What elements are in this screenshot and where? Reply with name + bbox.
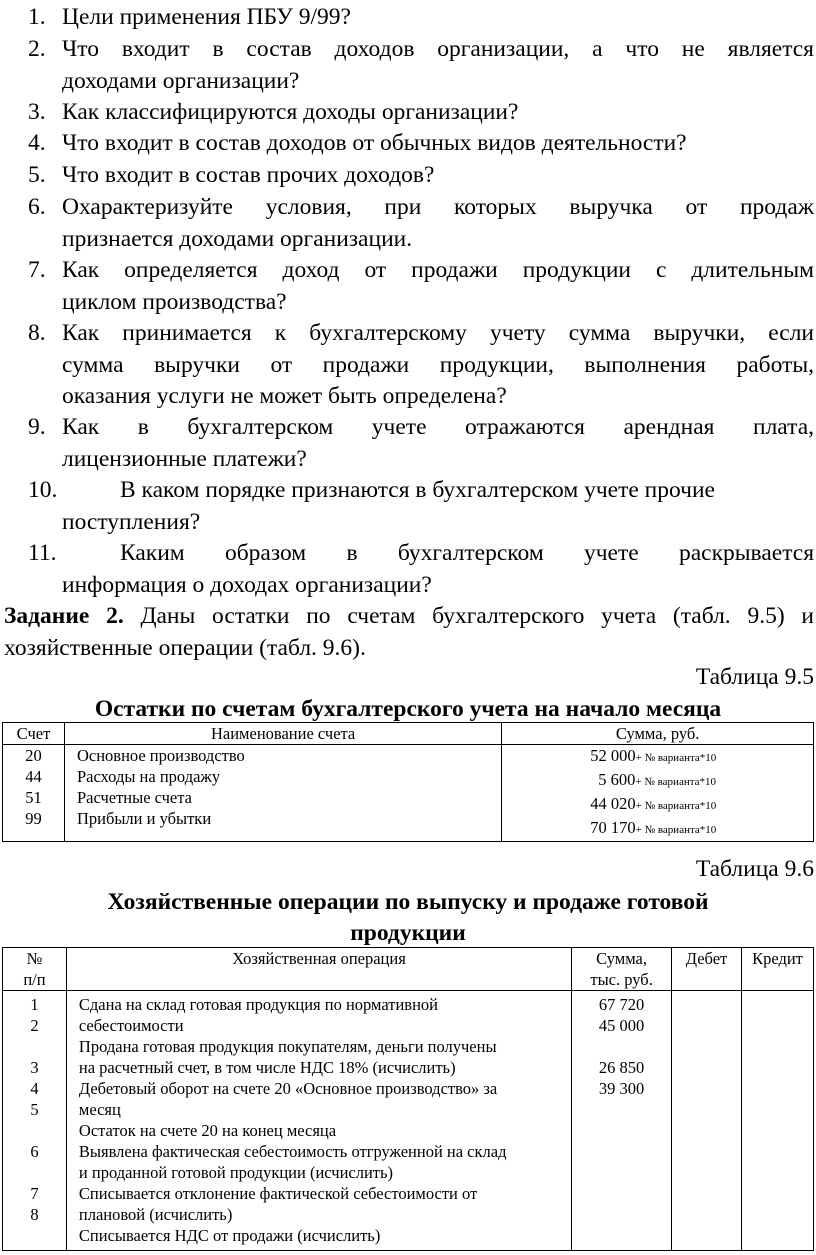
table1-account: 44: [25, 767, 42, 786]
table1-sum-line: [590, 793, 810, 817]
table2-sums-cell: [572, 991, 672, 1251]
operation-text-line: Сдана на склад готовая продукция по нормативной: [78, 995, 438, 1014]
operation-number: [6, 1225, 63, 1246]
table1-account-name: Прибыли и убытки: [76, 809, 212, 828]
question-text: Что входит в состав доходов от обычных видов деятельности?: [62, 130, 687, 156]
question-number: 10.: [28, 477, 58, 503]
table2-header-credit: Кредит: [742, 948, 814, 991]
operation-sum: [575, 1141, 668, 1162]
task-paragraph: [4, 601, 814, 664]
table1-header-sum: Сумма, руб.: [502, 723, 814, 745]
table1-sum-line: [590, 817, 810, 841]
operation-number: 3: [30, 1058, 39, 1077]
operation-text-line: месяц: [78, 1100, 121, 1119]
operation-number: 2: [30, 1016, 39, 1035]
table2-header-operation: Хозяйственная операция: [66, 948, 571, 991]
table1-header-name: Наименование счета: [64, 723, 501, 745]
table2-header-sum: [572, 948, 672, 991]
operation-text-line: Дебетовый оборот на счете 20 «Основное производство» за: [78, 1079, 498, 1098]
operation-text-line: себестоимости: [78, 1016, 184, 1035]
question-number: 6.: [28, 194, 46, 220]
question-number: 9.: [28, 414, 46, 440]
operation-text-line: Списывается отклонение фактической себестоимости от: [78, 1184, 478, 1203]
table1-sum: 44 020: [590, 794, 636, 813]
question-text: Что входит в состав прочих доходов?: [62, 162, 435, 188]
question-text-line2: доходами организации?: [62, 67, 300, 94]
table2-header-row: [3, 948, 814, 991]
operation-sum: [575, 1204, 668, 1225]
table1-header-row: [3, 723, 814, 745]
operation-number: 1: [30, 995, 39, 1014]
operation-text-line: Списывается НДС от продажи (исчислить): [78, 1226, 381, 1245]
question-text-line2: информация о доходах организации?: [62, 571, 432, 598]
operation-number: 7: [30, 1184, 39, 1203]
question-number: 11.: [28, 540, 57, 566]
question-text: Как классифицируются доходы организации?: [62, 99, 519, 125]
question-number: 7.: [28, 257, 46, 283]
question-text-line1: Как определяется доход от продажи продукции с длительным: [62, 257, 814, 283]
question-text-line1: Как в бухгалтерском учете отражаются арендная плата,: [62, 414, 814, 440]
table1-body: [3, 745, 814, 842]
table2-ops-cell: [66, 991, 571, 1251]
task-text: Даны остатки по счетам бухгалтерского учета (табл. 9.5) и: [123, 603, 814, 629]
question-number: 8.: [28, 320, 46, 346]
table2-body: [3, 991, 814, 1251]
operation-number: [6, 1162, 63, 1183]
table2-header-num-line2: п/п: [23, 970, 46, 989]
task-line1: [4, 601, 814, 633]
table2-header-num: [3, 948, 67, 991]
question-text-line1: Охарактеризуйте условия, при которых выручка от продаж: [62, 194, 814, 220]
table1-account-name: Расходы на продажу: [76, 767, 221, 786]
table1-variant-note: + № варианта*10: [635, 776, 717, 788]
question-text-line2: циклом производства?: [62, 288, 287, 315]
table1-variant-note: + № варианта*10: [635, 824, 717, 836]
table1-sum-line: [590, 769, 810, 793]
question-text-line1: В каком порядке признаются в бухгалтерском учете прочие: [120, 477, 715, 503]
operation-sum: [575, 1036, 668, 1057]
operation-sum: 39 300: [598, 1079, 645, 1098]
table2-credit-cell: [742, 991, 814, 1251]
operation-sum: [575, 1162, 668, 1183]
table1-sums-cell: [502, 745, 814, 842]
operation-sum: 67 720: [598, 995, 645, 1014]
question-text-line2: поступления?: [62, 508, 201, 535]
question-text-line2: сумма выручки от продажи продукции, выполнения работы,: [62, 351, 814, 378]
question-text-line2: лицензионные платежи?: [62, 445, 307, 472]
operation-sum: [575, 1120, 668, 1141]
table1-accounts-cell: [3, 745, 65, 842]
task-line2: хозяйственные операции (табл. 9.6).: [4, 634, 366, 661]
table2-title: [0, 887, 816, 949]
table1-account: 99: [25, 809, 42, 828]
operation-number: 6: [30, 1142, 39, 1161]
table1-sum-line: [590, 745, 810, 769]
table1-account-name: Расчетные счета: [76, 788, 192, 807]
table1-header-account: Счет: [3, 723, 65, 745]
question-text-line1: Что входит в состав доходов организации, а что не является: [62, 36, 814, 62]
table1-sum: 5 600: [598, 770, 636, 789]
table1-account-name: Основное производство: [76, 746, 245, 765]
operation-text-line: на расчетный счет, в том числе НДС 18% (исчислить): [78, 1058, 456, 1077]
table2-title-line1: Хозяйственные операции по выпуску и продаже готовой: [107, 889, 709, 915]
question-number: 3.: [28, 99, 46, 125]
question-number: 2.: [28, 36, 46, 62]
question-number: 1.: [28, 4, 46, 30]
table1-sum: 70 170: [590, 818, 636, 837]
operation-sum: [575, 1225, 668, 1246]
table2-header-debit: Дебет: [672, 948, 742, 991]
question-text-line2: признается доходами организации.: [62, 225, 413, 252]
table1-caption: Таблица 9.5: [695, 664, 814, 690]
table2-header-sum-line2: тыс. руб.: [590, 970, 653, 989]
table2: [2, 947, 814, 1251]
table1-sum: 52 000: [590, 746, 636, 765]
table2-title-line2: продукции: [350, 920, 466, 946]
question-text-line3: оказания услуги не может быть определена?: [62, 383, 507, 409]
question-text: Цели применения ПБУ 9/99?: [62, 4, 351, 30]
operation-text-line: и проданной готовой продукции (исчислить): [78, 1163, 394, 1182]
table2-caption: Таблица 9.6: [695, 856, 814, 882]
question-number: 5.: [28, 162, 46, 188]
operation-number: [6, 1036, 63, 1057]
operation-sum: [575, 1099, 668, 1120]
table1: [2, 722, 814, 842]
operation-sum: 26 850: [598, 1058, 645, 1077]
table2-debit-cell: [672, 991, 742, 1251]
question-text-line1: Как принимается к бухгалтерскому учету сумма выручки, если: [62, 320, 814, 346]
table2-header-sum-line1: Сумма,: [596, 949, 648, 968]
task-label: Задание 2.: [4, 603, 124, 629]
operation-text-line: Выявлена фактическая себестоимость отгруженной на склад: [78, 1142, 507, 1161]
table2-header-num-line1: №: [26, 949, 43, 968]
operation-text-line: Остаток на счете 20 на конец месяца: [78, 1121, 337, 1140]
operation-number: 4: [30, 1079, 39, 1098]
table1-variant-note: + № варианта*10: [635, 752, 717, 764]
operation-text-line: плановой (исчислить): [78, 1205, 233, 1224]
operation-sum: [575, 1183, 668, 1204]
operation-number: 8: [30, 1205, 39, 1224]
question-number: 4.: [28, 130, 46, 156]
operation-text-line: Продана готовая продукция покупателям, деньги получены: [78, 1037, 497, 1056]
table1-title: Остатки по счетам бухгалтерского учета на начало месяца: [94, 696, 722, 722]
question-text-line1: Каким образом в бухгалтерском учете раскрывается: [120, 540, 814, 566]
table1-account: 20: [25, 746, 42, 765]
operation-number: 5: [30, 1100, 39, 1119]
table1-account: 51: [25, 788, 42, 807]
operation-sum: 45 000: [598, 1016, 645, 1035]
operation-number: [6, 1120, 63, 1141]
table1-names-cell: [64, 745, 501, 842]
table2-nums-cell: [3, 991, 67, 1251]
table1-variant-note: + № варианта*10: [635, 800, 717, 812]
